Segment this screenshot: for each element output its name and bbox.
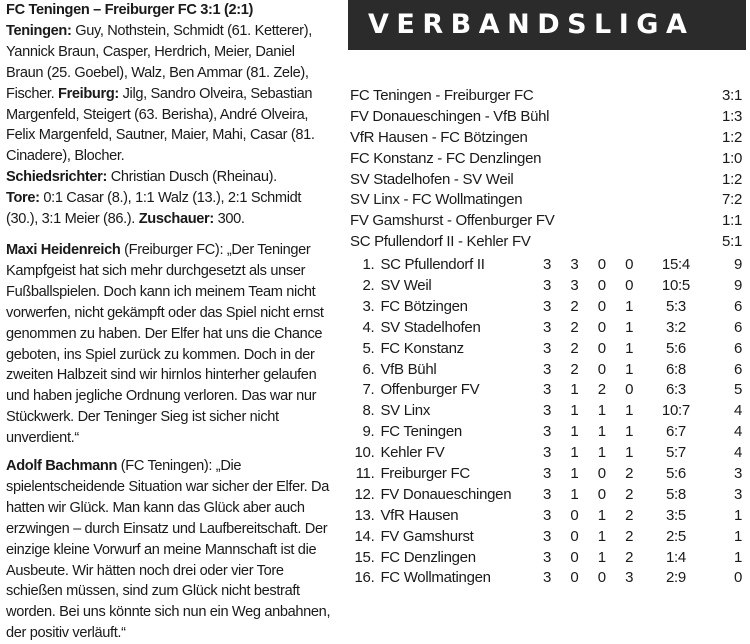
standings-wins: 3 — [570, 277, 579, 295]
standings-wins: 0 — [570, 506, 579, 524]
standings-losses: 1 — [625, 423, 634, 441]
standings-points: 0 — [733, 569, 742, 587]
lineup-away: Jilg, Sandro Olveira, Sebastian Margenfeld, Steigert (63. Berisha), André Olveira, Felix Margenfeld, Sautner, Maier, Mahi, Casar (81. Cinadere), Blocher. — [6, 85, 315, 165]
standings-goals: 1:4 — [665, 548, 686, 566]
standings-draws: 1 — [597, 527, 606, 545]
referee: Christian Dusch (Rheinau). — [107, 169, 277, 186]
result-match: VfR Hausen - FC Bötzingen — [350, 128, 528, 146]
standings-played: 3 — [543, 277, 552, 295]
standings-team: FC Denzlingen — [380, 548, 476, 566]
standings-team: VfB Bühl — [380, 360, 437, 378]
standings-row — [348, 255, 746, 276]
standings-draws: 1 — [597, 402, 606, 420]
match-report — [6, 0, 332, 233]
standings-goals: 2:5 — [665, 527, 686, 545]
match-report-column — [6, 0, 332, 644]
standings-team: SV Linx — [380, 402, 431, 420]
result-match: SC Pfullendorf II - Kehler FV — [350, 233, 531, 251]
standings-losses: 3 — [625, 569, 634, 587]
standings-draws: 0 — [597, 569, 606, 587]
standings-rank: 8. — [362, 402, 375, 420]
result-match: FV Gamshurst - Offenburger FV — [350, 212, 555, 230]
standings-rank: 14. — [354, 527, 375, 545]
standings-draws: 0 — [597, 256, 606, 274]
standings-team: VfR Hausen — [380, 506, 459, 524]
standings-draws: 0 — [597, 465, 606, 483]
standings-row — [348, 318, 746, 339]
result-match: FC Konstanz - FC Denzlingen — [350, 149, 542, 167]
standings-draws: 0 — [597, 318, 606, 336]
standings-rank: 7. — [362, 381, 375, 399]
standings-goals: 5:6 — [665, 339, 686, 357]
standings-draws: 1 — [597, 506, 606, 524]
result-score: 1:3 — [722, 107, 742, 125]
result-row — [348, 232, 746, 253]
goals: 0:1 Casar (8.), 1:1 Walz (13.), 2:1 Schmidt (30.), 3:1 Meier (86.). — [6, 190, 302, 228]
standings-points: 6 — [733, 360, 742, 378]
standings-row — [348, 485, 746, 506]
standings-goals: 10:5 — [661, 277, 690, 295]
standings-wins: 0 — [570, 548, 579, 566]
standings-played: 3 — [543, 423, 552, 441]
result-score: 1:2 — [722, 170, 742, 188]
standings-rank: 12. — [354, 485, 375, 503]
standings-team: FC Konstanz — [380, 339, 464, 357]
standings-row — [348, 276, 746, 297]
standings-losses: 1 — [625, 339, 634, 357]
standings-points: 5 — [733, 381, 742, 399]
standings-goals: 15:4 — [661, 256, 690, 274]
standings-team: Offenburger FV — [380, 381, 480, 399]
standings-points: 1 — [733, 506, 742, 524]
standings-row — [348, 464, 746, 485]
standings-played: 3 — [543, 465, 552, 483]
standings-played: 3 — [543, 339, 552, 357]
standings-points: 6 — [733, 297, 742, 315]
standings-played: 3 — [543, 256, 552, 274]
result-score: 1:1 — [722, 212, 742, 230]
standings-goals: 5:6 — [665, 465, 686, 483]
standings-rank: 3. — [362, 297, 375, 315]
referee-label: Schiedsrichter: — [6, 169, 107, 186]
standings-wins: 1 — [570, 402, 579, 420]
standings-wins: 0 — [570, 569, 579, 587]
standings-played: 3 — [543, 402, 552, 420]
result-row — [348, 86, 746, 107]
standings-rank: 5. — [362, 339, 375, 357]
result-match: FC Teningen - Freiburger FC — [350, 87, 534, 104]
standings-rank: 15. — [354, 548, 375, 566]
quote-bachmann — [6, 456, 332, 644]
standings-rank: 2. — [362, 277, 375, 295]
standings-goals: 10:7 — [661, 402, 690, 420]
standings-played: 3 — [543, 569, 552, 587]
standings-draws: 0 — [597, 485, 606, 503]
standings-wins: 2 — [570, 318, 579, 336]
result-row — [348, 107, 746, 128]
standings-losses: 2 — [625, 485, 634, 503]
standings-losses: 1 — [625, 297, 634, 315]
standings-goals: 5:8 — [665, 485, 686, 503]
standings-row — [348, 360, 746, 381]
standings-row — [348, 527, 746, 548]
standings-team: FC Bötzingen — [380, 297, 468, 315]
standings-wins: 1 — [570, 423, 579, 441]
match-title: FC Teningen – Freiburger FC 3:1 (2:1) — [6, 2, 254, 18]
standings-draws: 2 — [597, 381, 606, 399]
standings-wins: 1 — [570, 444, 579, 462]
standings-rank: 1. — [362, 256, 375, 274]
standings-row — [348, 297, 746, 318]
standings-wins: 0 — [570, 527, 579, 545]
spectators: 300. — [213, 211, 245, 228]
standings-rank: 9. — [362, 423, 375, 441]
standings-played: 3 — [543, 360, 552, 378]
standings-wins: 1 — [570, 381, 579, 399]
standings-points: 4 — [733, 402, 742, 420]
result-row — [348, 190, 746, 211]
standings-draws: 1 — [597, 548, 606, 566]
lineup-label-home: Teningen: — [6, 22, 72, 39]
standings-losses: 1 — [625, 318, 634, 336]
result-match: SV Linx - FC Wollmatingen — [350, 191, 523, 209]
standings-goals: 6:8 — [665, 360, 686, 378]
standings-played: 3 — [543, 381, 552, 399]
standings-row — [348, 443, 746, 464]
lineup-label-away: Freiburg: — [58, 85, 119, 102]
standings-points: 9 — [733, 256, 742, 274]
standings-wins: 2 — [570, 360, 579, 378]
standings-team: FC Wollmatingen — [380, 569, 491, 587]
standings-row — [348, 339, 746, 360]
standings-goals: 3:5 — [665, 506, 686, 524]
standings-played: 3 — [543, 297, 552, 315]
standings-losses: 1 — [625, 360, 634, 378]
standings-points: 4 — [733, 423, 742, 441]
quote-speaker: Maxi Heidenreich — [6, 241, 121, 258]
league-column — [348, 0, 746, 589]
standings-points: 4 — [733, 444, 742, 462]
standings-played: 3 — [543, 485, 552, 503]
results-list — [348, 86, 746, 253]
standings-goals: 6:7 — [665, 423, 686, 441]
standings-wins: 1 — [570, 485, 579, 503]
standings-draws: 0 — [597, 339, 606, 357]
standings-losses: 0 — [625, 256, 634, 274]
result-score: 3:1 — [722, 87, 742, 104]
standings-losses: 2 — [625, 527, 634, 545]
standings-team: SC Pfullendorf II — [380, 256, 485, 274]
standings-points: 1 — [733, 527, 742, 545]
result-row — [348, 170, 746, 191]
result-match: SV Stadelhofen - SV Weil — [350, 170, 514, 188]
standings-team: SV Weil — [380, 277, 432, 295]
standings-rank: 16. — [354, 569, 375, 587]
standings-losses: 2 — [625, 548, 634, 566]
standings-points: 3 — [733, 485, 742, 503]
standings-row — [348, 380, 746, 401]
standings-team: Freiburger FC — [380, 465, 470, 483]
standings-goals: 5:3 — [665, 297, 686, 315]
standings-played: 3 — [543, 506, 552, 524]
result-row — [348, 149, 746, 170]
standings-goals: 2:9 — [665, 569, 686, 587]
standings-played: 3 — [543, 548, 552, 566]
standings-wins: 2 — [570, 297, 579, 315]
result-score: 7:2 — [722, 191, 742, 209]
standings-losses: 0 — [625, 277, 634, 295]
standings-rank: 13. — [354, 506, 375, 524]
standings-draws: 0 — [597, 277, 606, 295]
standings-played: 3 — [543, 444, 552, 462]
standings-team: FC Teningen — [380, 423, 462, 441]
result-match: FV Donaueschingen - VfB Bühl — [350, 107, 550, 125]
spectators-label: Zuschauer: — [138, 211, 214, 228]
standings-team: FV Donaueschingen — [380, 485, 512, 503]
result-score: 1:2 — [722, 128, 742, 146]
standings-draws: 0 — [597, 360, 606, 378]
standings-draws: 0 — [597, 297, 606, 315]
standings-wins: 3 — [570, 256, 579, 274]
standings-goals: 3:2 — [665, 318, 686, 336]
standings-played: 3 — [543, 318, 552, 336]
standings-wins: 2 — [570, 339, 579, 357]
standings-points: 3 — [733, 465, 742, 483]
standings-row — [348, 401, 746, 422]
quote-text: (Freiburger FC): „Der Teninger Kampfgeist hat sich mehr durchgesetzt als unser Fußballspielen. Doch kann ich meinem Team nicht vorwerfen, nicht gekämpft oder das Spiel nicht ernst genommen zu haben. Der Elfer hat uns die Chance geboten, ins Spiel zurück zu kommen. Doch in der zweiten Halbzeit sind wir hirnlos hinterher gelaufen und haben jegliche Ordnung verloren. Das war nur Stückwerk. Der Teninger Sieg ist sicher nicht unverdient.“ — [6, 241, 324, 447]
standings-played: 3 — [543, 527, 552, 545]
standings-losses: 2 — [625, 465, 634, 483]
standings-team: Kehler FV — [380, 444, 445, 462]
standings-row — [348, 568, 746, 589]
standings-rank: 11. — [355, 465, 375, 483]
quote-heidenreich — [6, 240, 332, 449]
result-row — [348, 211, 746, 232]
standings-goals: 5:7 — [665, 444, 686, 462]
standings-points: 9 — [733, 277, 742, 295]
standings-losses: 1 — [625, 402, 634, 420]
goals-label: Tore: — [6, 190, 40, 207]
standings-points: 6 — [733, 339, 742, 357]
standings-team: SV Stadelhofen — [380, 318, 481, 336]
lineup-home: Guy, Nothstein, Schmidt (61. Ketterer), Yannick Braun, Casper, Herdrich, Meier, Daniel Braun (25. Goebel), Walz, Ben Ammar (81. Zele), Fischer. — [6, 22, 312, 102]
standings-points: 1 — [733, 548, 742, 566]
standings-goals: 6:3 — [665, 381, 686, 399]
result-score: 1:0 — [722, 149, 742, 167]
result-score: 5:1 — [722, 233, 742, 251]
standings-table — [348, 255, 746, 589]
standings-losses: 1 — [625, 444, 634, 462]
standings-points: 6 — [733, 318, 742, 336]
league-banner: VERBANDSLIGA — [348, 0, 746, 50]
quote-speaker: Adolf Bachmann — [6, 458, 118, 475]
standings-rank: 6. — [362, 360, 375, 378]
standings-losses: 0 — [625, 381, 634, 399]
standings-losses: 2 — [625, 506, 634, 524]
result-row — [348, 128, 746, 149]
standings-wins: 1 — [570, 465, 579, 483]
quote-text: (FC Teningen): „Die spielentscheidende Situation war sicher der Elfer. Da hatten wir Glück. Man kann das Glück aber auch erzwingen – durch Einsatz und Laufbereitschaft. Der einzige kleine Vorwurf an meine Mannschaft ist die Ausbeute. Wir hätten noch drei oder vier Tore schießen müssen, sind zum Glück nicht bestraft worden. Bei uns könnte sich nun ein Weg anbahnen, der positiv verläuft.“ — [6, 458, 331, 642]
standings-rank: 10. — [354, 444, 375, 462]
standings-row — [348, 506, 746, 527]
standings-row — [348, 422, 746, 443]
standings-row — [348, 548, 746, 569]
standings-draws: 1 — [597, 444, 606, 462]
standings-team: FV Gamshurst — [380, 527, 474, 545]
standings-draws: 1 — [597, 423, 606, 441]
standings-rank: 4. — [362, 318, 375, 336]
